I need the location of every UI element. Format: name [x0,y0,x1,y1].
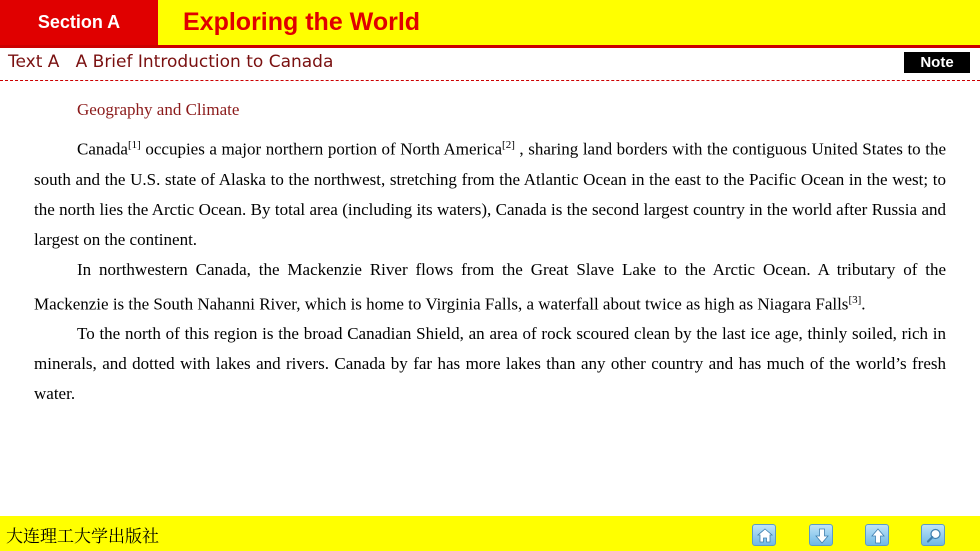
home-button[interactable] [752,524,776,546]
previous-page-button[interactable] [865,524,889,546]
header-divider [0,45,980,48]
arrow-up-icon [869,527,887,545]
home-icon [756,527,774,545]
article-body [34,96,946,409]
publisher-name: 大连理工大学出版社 [6,527,159,547]
country-term: Canada [77,139,128,159]
paragraph-1-text-b: , sharing land borders with the contiguous United States to the south and the U.S. state of Alaska to the northwest, stretching from the Atlantic Ocean in the east to the Pacific Ocean in the west; to the north lies the Arctic Ocean. By total area (including its waters), Canada is the second largest country in the world after Russia and largest on the continent. [34,139,947,249]
section-tab[interactable]: Section A [0,0,158,45]
paragraph-3: To the north of this region is the broad Canadian Shield, an area of rock scoured clean by the last ice age, thinly soiled, rich in minerals, and dotted with lakes and rivers. Canada by far has more lakes than any other country and has much of the world’s fresh water. [34,324,946,404]
subheader [0,49,980,77]
footnote-ref-1[interactable]: [1] [127,139,141,151]
paragraph-2 [34,255,946,320]
text-title: Text A A Brief Introduction to Canada [8,52,334,72]
paragraph-2-end: . [861,294,866,314]
footnote-ref-3[interactable]: [3] [848,293,862,306]
dashed-divider [0,80,980,81]
search-button[interactable] [921,524,945,546]
footnote-ref-2[interactable]: [2] [502,139,515,151]
page-title: Exploring the World [183,8,421,36]
paragraph-1 [34,130,946,255]
note-button[interactable]: Note [904,52,970,73]
paragraph-2-text: In northwestern Canada, the Mackenzie River flows from the Great Slave Lake to the Arctic Ocean. A tributary of the Mackenzie is the South Nahanni River, which is home to Virginia Falls, a waterfall about twice as high as Niagara Falls [34,259,946,314]
next-page-button[interactable] [809,524,833,546]
paragraph-1-text-a: occupies a major northern portion of North America [140,139,503,159]
section-heading: Geography and Climate [77,100,240,119]
search-icon [925,527,943,545]
arrow-down-icon [813,527,831,545]
footer-bar [0,516,980,551]
